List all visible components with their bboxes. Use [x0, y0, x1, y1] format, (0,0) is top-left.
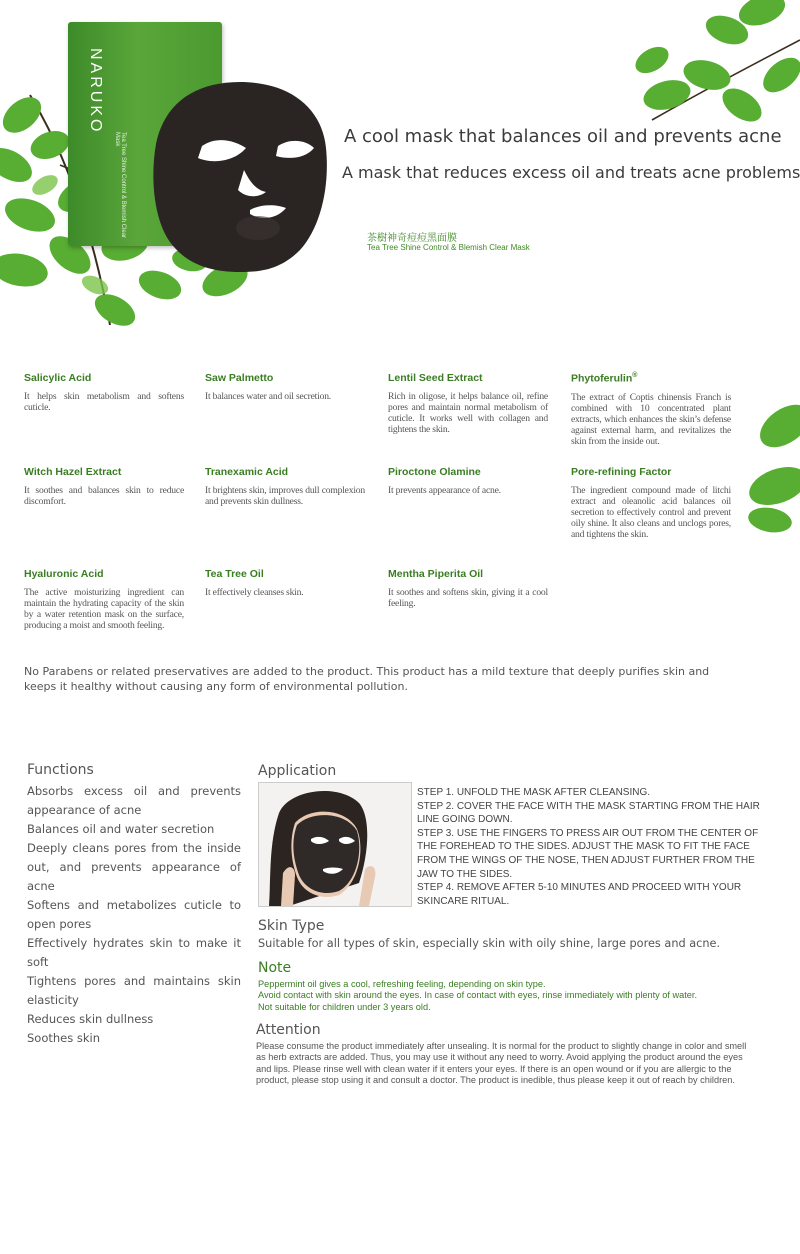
registered-mark: ® — [632, 372, 638, 379]
application-step: STEP 3. USE THE FINGERS TO PRESS AIR OUT FROM THE CENTER OF THE FOREHEAD TO THE SIDES. ADJUST THE MASK TO FIT THE FACE FROM THE WINGS OF THE NOSE, THEN ADJUST FURTHER FROM THE JAW TO THE SIDES. — [417, 827, 759, 880]
ingredient-description: It effectively cleanses skin. — [205, 587, 304, 598]
product-name-english: Tea Tree Shine Control & Blemish Clear Mask — [367, 243, 530, 252]
ingredient-name: Witch Hazel Extract — [24, 466, 122, 478]
application-step: STEP 2. COVER THE FACE WITH THE MASK STARTING FROM THE HAIR LINE GOING DOWN. — [417, 800, 760, 826]
ingredient-item — [388, 568, 548, 609]
ingredient-name: Piroctone Olamine — [388, 466, 481, 478]
ingredient-description: Rich in oligose, it helps balance oil, refine pores and maintain normal metabolism of cuticle. It works well with collagen and tightens the skin. — [388, 391, 548, 435]
function-item: Soothes skin — [27, 1031, 101, 1045]
application-photo — [258, 782, 412, 907]
function-item: Absorbs excess oil and prevents appearance of acne — [27, 784, 241, 817]
ingredient-item — [24, 372, 184, 413]
function-item: Balances oil and water secretion — [27, 822, 215, 836]
ingredient-item — [388, 466, 548, 496]
functions-title: Functions — [27, 762, 94, 778]
application-title: Application — [258, 763, 337, 779]
black-face-mask-illustration — [150, 78, 330, 274]
ingredient-item — [205, 466, 365, 507]
subheadline: A mask that reduces excess oil and treats acne problems — [342, 163, 800, 182]
attention-text: Please consume the product immediately after unsealing. It is normal for the product to slightly change in color and smell as herb extracts are added. Thus, you may use it without any need to worry. Avoid applying the product around the eyes and lips. Please rinse well with clean water if it enters your eyes. If there is an open wound or if you are allergic to the product, please stop using it and consult a doctor. The product is inedible, thus please keep it out of reach by children. — [256, 1041, 747, 1086]
headline: A cool mask that balances oil and prevents acne — [344, 126, 782, 147]
function-item: Deeply cleans pores from the inside out, and prevents appearance of acne — [27, 841, 241, 893]
skin-type-title: Skin Type — [258, 918, 325, 934]
functions-list — [27, 782, 241, 1048]
ingredient-name: Salicylic Acid — [24, 372, 92, 384]
note-lines — [258, 979, 758, 1013]
ingredient-name: Mentha Piperita Oil — [388, 568, 484, 580]
product-name-chinese: 茶樹神奇痘痘黑面膜 — [367, 233, 457, 244]
ingredient-description: The ingredient compound made of litchi extract and oleanolic acid balances oil secretion to effectively control and prevent oily shine. It also cleans and unclogs pores, and tightens the skin. — [571, 485, 731, 540]
leaf-side-illustration — [730, 398, 800, 540]
ingredient-name-heading — [571, 372, 731, 385]
ingredient-item — [571, 466, 731, 540]
ingredient-name: Hyaluronic Acid — [24, 568, 104, 580]
ingredient-item — [205, 568, 365, 598]
brand-logo: NARUKO — [87, 48, 104, 135]
ingredient-description: It prevents appearance of acne. — [388, 485, 501, 496]
note-title: Note — [258, 960, 292, 976]
no-parabens-statement: No Parabens or related preservatives are added to the product. This product has a mild texture that deeply purifies skin and keeps it healthy without causing any form of environmental pollution. — [24, 665, 710, 693]
function-item: Reduces skin dullness — [27, 1012, 154, 1026]
ingredient-description: It helps skin metabolism and softens cuticle. — [24, 391, 184, 413]
application-steps — [417, 786, 772, 908]
ingredient-name: Lentil Seed Extract — [388, 372, 483, 384]
woman-with-mask-illustration — [259, 783, 411, 906]
ingredient-name: Tea Tree Oil — [205, 568, 264, 580]
ingredient-item — [24, 568, 184, 631]
ingredient-name: Phytoferulin — [571, 372, 633, 385]
ingredient-description: The extract of Coptis chinensis Franch is combined with 10 concentrated plant extracts, which enhances the skin’s defense against external harm, and revitalizes the skin from the inside out. — [571, 391, 731, 447]
ingredient-item — [24, 466, 184, 507]
ingredient-item — [571, 372, 731, 447]
ingredient-name: Pore-refining Factor — [571, 466, 672, 478]
function-item: Effectively hydrates skin to make it soft — [27, 936, 241, 969]
note-line: Peppermint oil gives a cool, refreshing feeling, depending on skin type. — [258, 979, 546, 989]
ingredient-item — [205, 372, 365, 402]
function-item: Softens and metabolizes cuticle to open pores — [27, 898, 241, 931]
ingredient-name: Tranexamic Acid — [205, 466, 289, 478]
application-step: STEP 4. REMOVE AFTER 5-10 MINUTES AND PROCEED WITH YOUR SKINCARE RITUAL. — [417, 882, 742, 907]
note-line: Not suitable for children under 3 years old. — [258, 1001, 431, 1012]
ingredient-description: It brightens skin, improves dull complexion and prevents skin dullness. — [205, 485, 365, 507]
note-line: Avoid contact with skin around the eyes. In case of contact with eyes, rinse immediately with plenty of water. — [258, 990, 698, 1001]
function-item: Tightens pores and maintains skin elasticity — [27, 974, 241, 1007]
skin-type-text: Suitable for all types of skin, especially skin with oily shine, large pores and acne. — [258, 937, 721, 950]
ingredient-item — [388, 372, 548, 435]
ingredient-description: It balances water and oil secretion. — [205, 391, 331, 402]
ingredient-description: It soothes and balances skin to reduce discomfort. — [24, 485, 184, 507]
application-step: STEP 1. UNFOLD THE MASK AFTER CLEANSING. — [417, 787, 651, 798]
sachet-product-text: Tea Tree Shine Control & Blemish Clear Mask — [114, 132, 126, 239]
ingredient-description: The active moisturizing ingredient can maintain the hydrating capacity of the skin by a water retention mask on the surface, producing a moist and smooth feeling. — [24, 587, 184, 631]
leaf-cluster-right-illustration — [612, 0, 800, 135]
ingredient-name: Saw Palmetto — [205, 372, 274, 384]
hero-banner — [0, 0, 800, 340]
attention-title: Attention — [256, 1022, 321, 1038]
ingredient-description: It soothes and softens skin, giving it a cool feeling. — [388, 587, 548, 609]
